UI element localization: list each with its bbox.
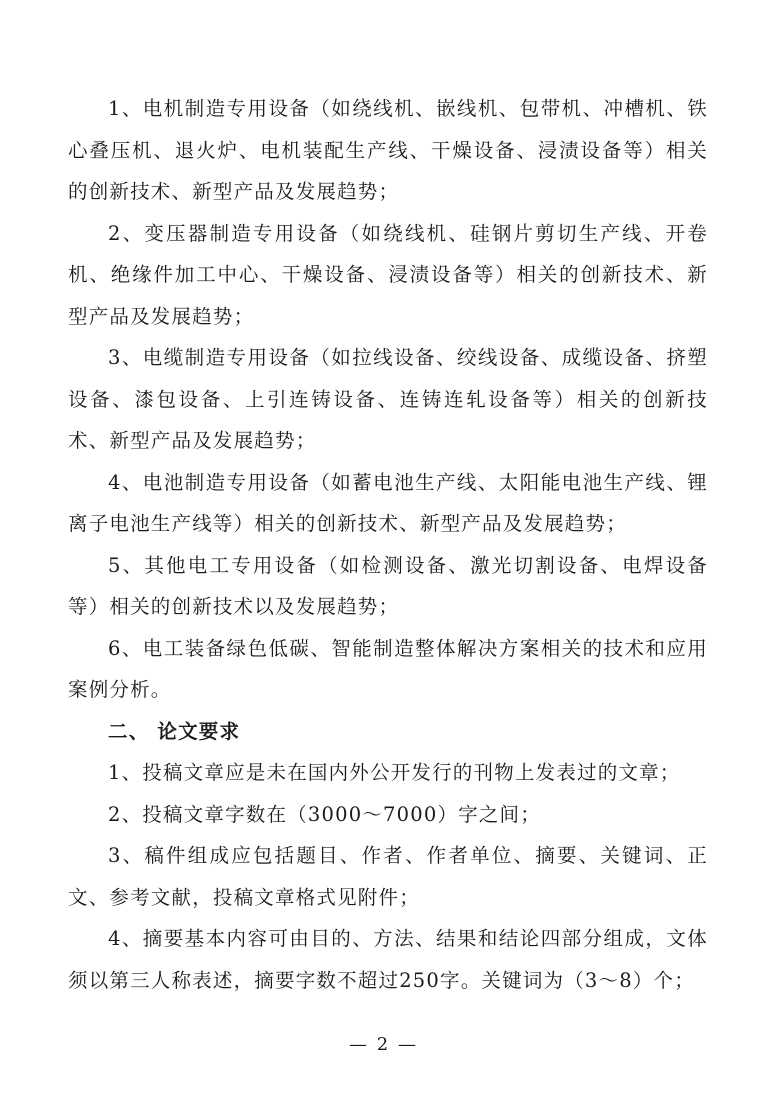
page-number: — 2 — [349, 1034, 418, 1055]
section-heading: 二、 论文要求 [108, 719, 241, 743]
requirement-paragraph-4: 4、摘要基本内容可由目的、方法、结果和结论四部分组成，文体须以第三人称表述，摘要字数不超过250字。关键词为（3～8）个； [68, 927, 708, 992]
requirement-paragraph-2: 2、投稿文章字数在（3000～7000）字之间； [108, 802, 541, 826]
requirement-paragraph-1: 1、投稿文章应是未在国内外公开发行的刊物上发表过的文章； [108, 761, 681, 784]
topic-paragraph-1: 1、电机制造专用设备（如绕线机、嵌线机、包带机、冲槽机、铁心叠压机、退火炉、电机装配生产线、干燥设备、浸渍设备等）相关的创新技术、新型产品及发展趋势； [68, 97, 708, 203]
document-body [68, 88, 708, 1001]
topic-paragraph-2: 2、变压器制造专用设备（如绕线机、硅钢片剪切生产线、开卷机、绝缘件加工中心、干燥设备、浸渍设备等）相关的创新技术、新型产品及发展趋势； [68, 221, 708, 328]
requirement-paragraph-3: 3、稿件组成应包括题目、作者、作者单位、摘要、关键词、正文、参考文献，投稿文章格式见附件； [68, 844, 708, 909]
topic-paragraph-3: 3、电缆制造专用设备（如拉线设备、绞线设备、成缆设备、挤塑设备、漆包设备、上引连铸设备、连铸连轧设备等）相关的创新技术、新型产品及发展趋势； [68, 346, 708, 452]
topic-paragraph-6: 6、电工装备绿色低碳、智能制造整体解决方案相关的技术和应用案例分析。 [68, 636, 708, 701]
topic-paragraph-5: 5、其他电工专用设备（如检测设备、激光切割设备、电焊设备等）相关的创新技术以及发展趋势； [68, 553, 708, 618]
topic-paragraph-4: 4、电池制造专用设备（如蓄电池生产线、太阳能电池生产线、锂离子电池生产线等）相关的创新技术、新型产品及发展趋势； [68, 470, 708, 535]
